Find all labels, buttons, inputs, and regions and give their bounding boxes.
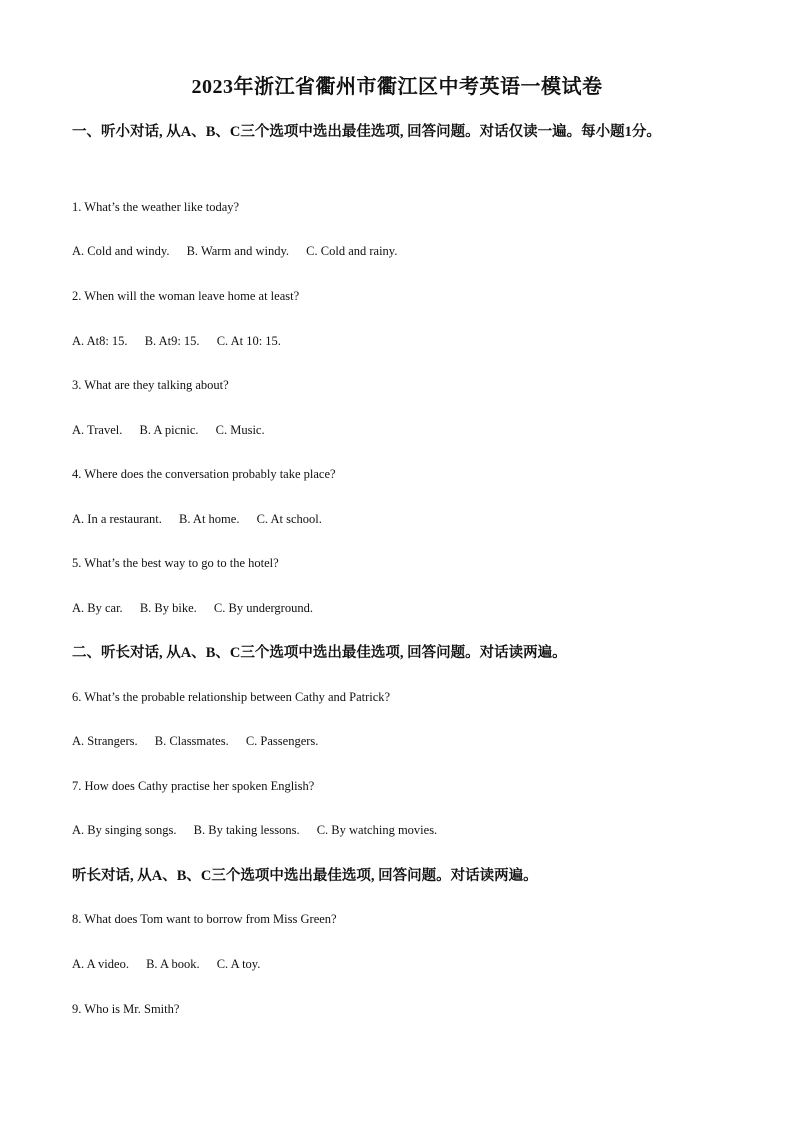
section-1-instructions: 一、听小对话, 从A、B、C三个选项中选出最佳选项, 回答问题。对话仅读一遍。每小题1分。 xyxy=(72,124,661,140)
question-8-options xyxy=(72,957,274,972)
option-b: B. Classmates. xyxy=(154,734,229,748)
option-a: A. By car. xyxy=(72,601,123,615)
section-3-instructions: 听长对话, 从A、B、C三个选项中选出最佳选项, 回答问题。对话读两遍。 xyxy=(72,868,538,884)
question-8: 8. What does Tom want to borrow from Miss Green? xyxy=(72,912,337,926)
question-1: 1. What’s the weather like today? xyxy=(72,200,240,214)
option-c: C. A toy. xyxy=(216,957,261,971)
question-5-options xyxy=(72,601,327,616)
question-1-options xyxy=(72,244,411,259)
question-4: 4. Where does the conversation probably take place? xyxy=(72,467,336,481)
option-b: B. A picnic. xyxy=(139,423,199,437)
question-3: 3. What are they talking about? xyxy=(72,378,229,392)
option-c: C. At 10: 15. xyxy=(216,334,281,348)
option-b: B. At home. xyxy=(179,512,240,526)
option-b: B. By taking lessons. xyxy=(193,823,300,837)
question-2-options xyxy=(72,334,295,349)
option-a: A. A video. xyxy=(72,957,129,971)
option-b: B. By bike. xyxy=(139,601,197,615)
option-a: A. Strangers. xyxy=(72,734,138,748)
question-7: 7. How does Cathy practise her spoken English? xyxy=(72,779,315,793)
option-a: A. In a restaurant. xyxy=(72,512,162,526)
question-6: 6. What’s the probable relationship between Cathy and Patrick? xyxy=(72,690,391,704)
page-title: 2023年浙江省衢州市衢江区中考英语一模试卷 xyxy=(191,76,603,98)
section-2-instructions: 二、听长对话, 从A、B、C三个选项中选出最佳选项, 回答问题。对话读两遍。 xyxy=(72,645,567,661)
option-a: A. Cold and windy. xyxy=(72,244,170,258)
question-2: 2. When will the woman leave home at least? xyxy=(72,289,300,303)
option-c: C. By watching movies. xyxy=(316,823,438,837)
question-7-options xyxy=(72,823,451,838)
option-a: A. By singing songs. xyxy=(72,823,177,837)
question-6-options xyxy=(72,734,332,749)
question-9: 9. Who is Mr. Smith? xyxy=(72,1002,180,1016)
option-b: B. Warm and windy. xyxy=(186,244,290,258)
option-b: B. At9: 15. xyxy=(144,334,200,348)
question-5: 5. What’s the best way to go to the hotel? xyxy=(72,556,279,570)
option-c: C. By underground. xyxy=(213,601,313,615)
question-4-options xyxy=(72,512,336,527)
option-c: C. Music. xyxy=(215,423,265,437)
option-b: B. A book. xyxy=(146,957,200,971)
option-c: C. At school. xyxy=(256,512,322,526)
question-3-options xyxy=(72,423,279,438)
option-a: A. Travel. xyxy=(72,423,123,437)
option-a: A. At8: 15. xyxy=(72,334,128,348)
option-c: C. Passengers. xyxy=(245,734,319,748)
option-c: C. Cold and rainy. xyxy=(306,244,398,258)
